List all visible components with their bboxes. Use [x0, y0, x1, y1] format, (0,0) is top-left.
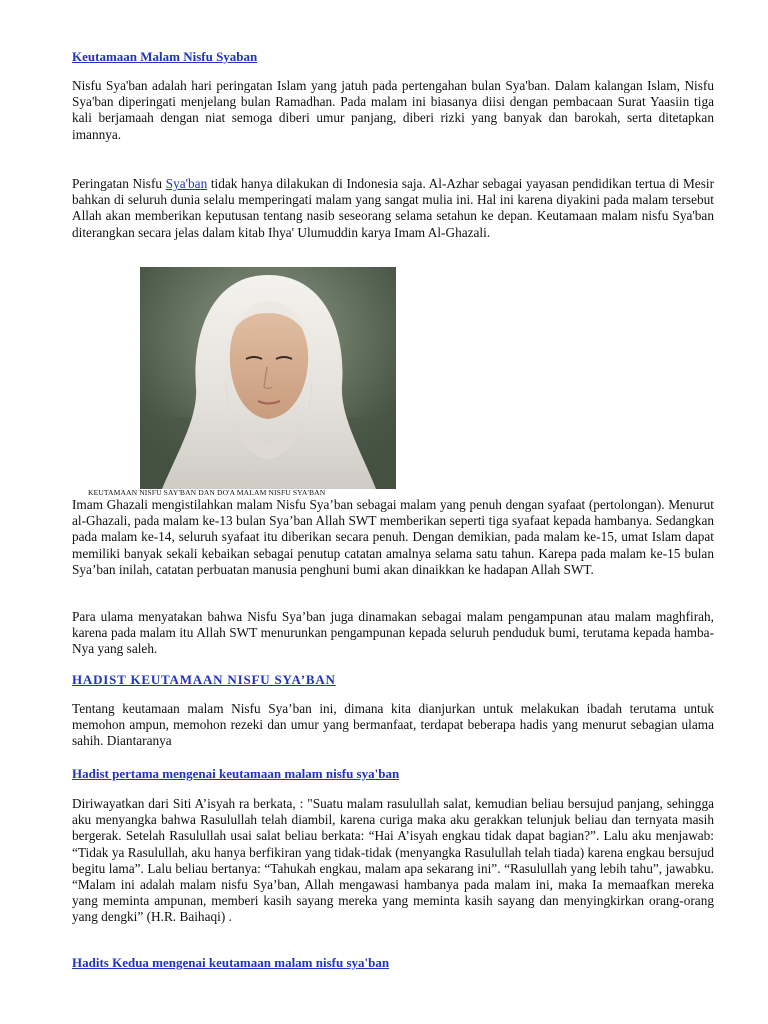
- paragraph-2: [72, 176, 714, 241]
- article-title-link[interactable]: Keutamaan Malam Nisfu Syaban: [72, 49, 258, 64]
- hadist-section-heading[interactable]: HADIST KEUTAMAAN NISFU SYA’BAN: [72, 672, 336, 687]
- intro-paragraph: Nisfu Sya'ban adalah hari peringatan Islam yang jatuh pada pertengahan bulan Sya'ban. Dalam kalangan Islam, Nisfu Sya'ban diperingati menjelang bulan Ramadhan. Pada malam ini biasanya diisi dengan pembacaan Surat Yaasiin tiga kali berjamaah dengan niat semoga diberi umur panjang, diberi rizki yang banyak dan barokah, serta ditetapkan imannya.: [72, 78, 714, 142]
- paragraph-4: Para ulama menyatakan bahwa Nisfu Sya’ban juga dinamakan sebagai malam pengampunan atau malam maghfirah, karena pada malam itu Allah SWT menurunkan pengampunan kepada seluruh penduduk bumi, terutama kepada hamba-Nya yang saleh.: [72, 609, 714, 657]
- photo-illustration: [140, 267, 396, 489]
- paragraph-2-text-end: tidak hanya dilakukan di Indonesia saja. Al-Azhar sebagai yayasan pendidikan tertua di Mesir bahkan di seluruh dunia selalu memperingati malam yang sangat mulia ini. Hal ini karena diyakini pada malam tersebut Allah akan memberikan keputusan tentang nasib seseorang selama setahun ke depan. Keutamaan malam nisfu Sya'ban diterangkan secara jelas dalam kitab Ihya' Ulumuddin karya Imam Al-Ghazali.: [72, 176, 715, 240]
- image-caption: KEUTAMAAN NISFU SAY'BAN DAN DO'A MALAM NISFU SYA'BAN: [88, 488, 326, 497]
- syaban-inline-link[interactable]: Sya'ban: [165, 176, 208, 191]
- paragraph-5: Tentang keutamaan malam Nisfu Sya’ban ini, dimana kita dianjurkan untuk melakukan ibadah terutama untuk memohon ampun, memohon rezeki dan umur yang bermanfaat, terdapat beberapa hadis yang menurut sebagian ulama sahih. Diantaranya: [72, 701, 714, 749]
- paragraph-3: Imam Ghazali mengistilahkan malam Nisfu Sya’ban sebagai malam yang penuh dengan syafaat (pertolongan). Menurut al-Ghazali, pada malam ke-13 bulan Sya’ban Allah SWT memberikan seperti tiga syafaat kepada hambanya. Sedangkan pada malam ke-14, seluruh syafaat itu diberikan secara penuh. Dengan demikian, pada malam ke-15, umat Islam dapat memiliki banyak sekali kebaikan sebagai penutup catatan amalnya selama satu tahun. Karepa pada malam ke-15 bulan Sya’ban inilah, catatan perbuatan manusia penghuni bumi akan dinaikkan ke hadapan Allah SWT.: [72, 497, 714, 577]
- paragraph-2-text-start: Peringatan Nisfu: [72, 176, 166, 191]
- hadith-1-heading-link[interactable]: Hadist pertama mengenai keutamaan malam nisfu sya'ban: [72, 766, 400, 781]
- hijab-woman-photo: [140, 267, 396, 489]
- hadith-2-heading-link[interactable]: Hadits Kedua mengenai keutamaan malam nisfu sya'ban: [72, 955, 390, 970]
- hadith-1-paragraph: Diriwayatkan dari Siti A’isyah ra berkata, : "Suatu malam rasulullah salat, kemudian beliau bersujud panjang, sehingga aku menyangka bahwa Rasulullah telah diambil, karena curiga maka aku gerakkan telunjuk beliau dan ternyata masih bergerak. Setelah Rasulullah usai salat beliau berkata: “Hai A’isyah engkau tidak dapat bagian?”. Lalu aku menjawab: “Tidak ya Rasulullah, aku hanya berfikiran yang tidak-tidak (menyangka Rasulullah telah tiada) karena engkau bersujud begitu lama”. Lalu beliau bertanya: “Tahukah engkau, malam apa sekarang ini”. “Rasulullah yang lebih tahu”, jawabku. “Malam ini adalah malam nisfu Sya’ban, Allah mengawasi hambanya pada malam ini, maka Ia memaafkan mereka yang meminta ampunan, memberi kasih sayang mereka yang meminta kasih sayang dan menyingkirkan orang-orang yang dengki” (H.R. Baihaqi) .: [72, 796, 714, 925]
